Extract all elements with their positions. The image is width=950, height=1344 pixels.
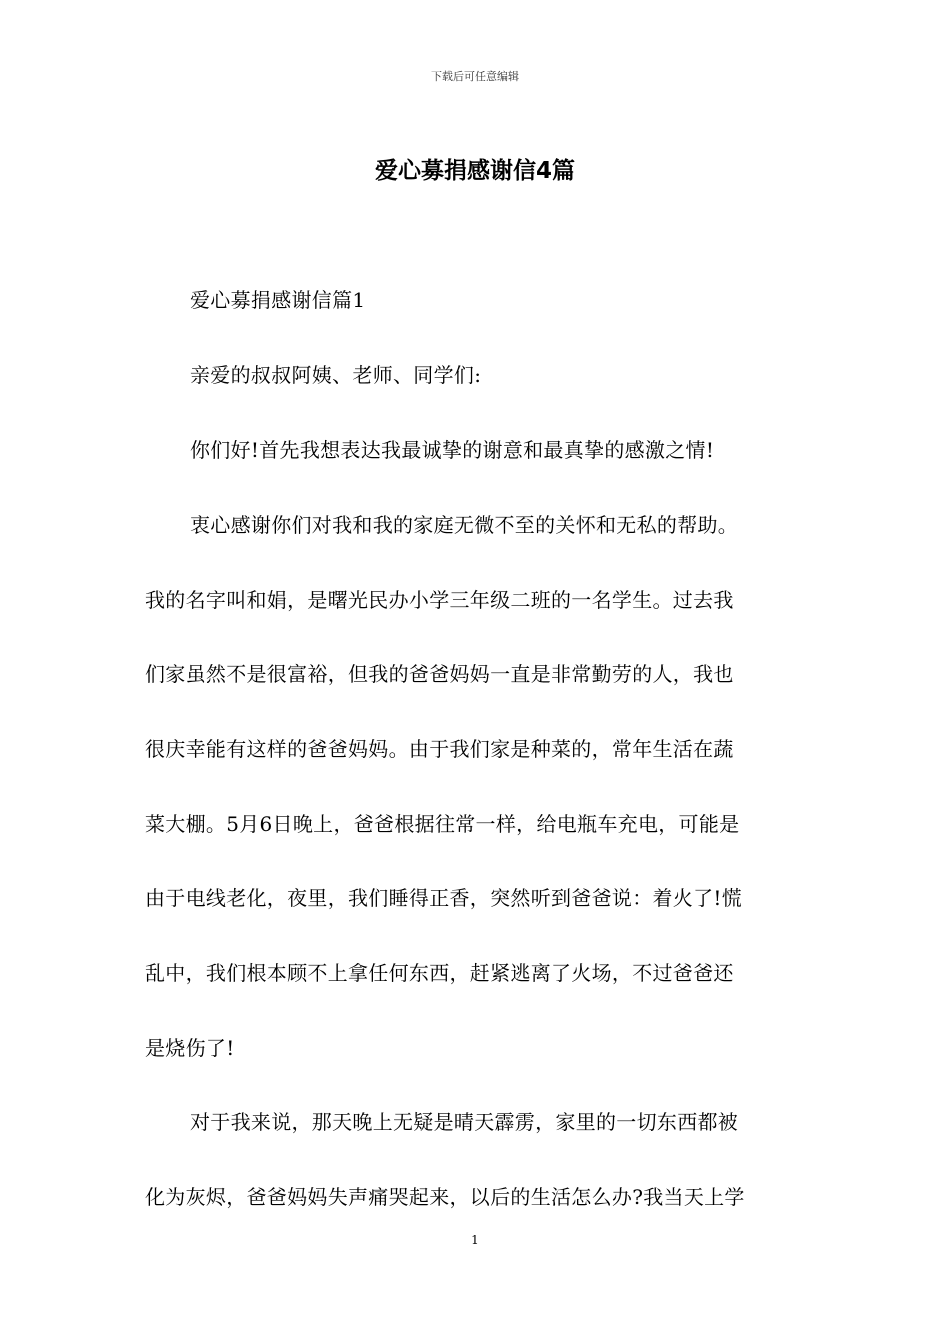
paragraph-line: 们家虽然不是很富裕，但我的爸爸妈妈一直是非常勤劳的人，我也 [145,662,734,686]
paragraph-line: 衷心感谢你们对我和我的家庭无微不至的关怀和无私的帮助。 [190,513,739,537]
paragraph-line: 对于我来说，那天晚上无疑是晴天霹雳，家里的一切东西都被 [190,1110,739,1134]
page-number: 1 [471,1233,479,1247]
header-note: 下载后可任意编辑 [431,70,519,83]
paragraph-line: 很庆幸能有这样的爸爸妈妈。由于我们家是种菜的，常年生活在蔬 [145,737,734,761]
document-title: 爱心募捐感谢信4篇 [374,158,575,184]
salutation: 亲爱的叔叔阿姨、老师、同学们: [190,363,482,387]
paragraph-line: 我的名字叫和娟，是曙光民办小学三年级二班的一名学生。过去我 [145,588,734,612]
paragraph-line: 乱中，我们根本顾不上拿任何东西，赶紧逃离了火场，不过爸爸还 [145,961,734,985]
paragraph-line: 你们好!首先我想表达我最诚挚的谢意和最真挚的感激之情! [190,438,715,462]
paragraph-line: 由于电线老化，夜里，我们睡得正香，突然听到爸爸说：着火了!慌 [145,886,743,910]
paragraph-line: 化为灰烬，爸爸妈妈失声痛哭起来，以后的生活怎么办?我当天上学 [145,1185,745,1209]
paragraph-line: 菜大棚。5月6日晚上，爸爸根据往常一样，给电瓶车充电，可能是 [145,812,740,836]
section-heading: 爱心募捐感谢信篇1 [190,288,366,312]
paragraph-line: 是烧伤了! [145,1036,235,1060]
